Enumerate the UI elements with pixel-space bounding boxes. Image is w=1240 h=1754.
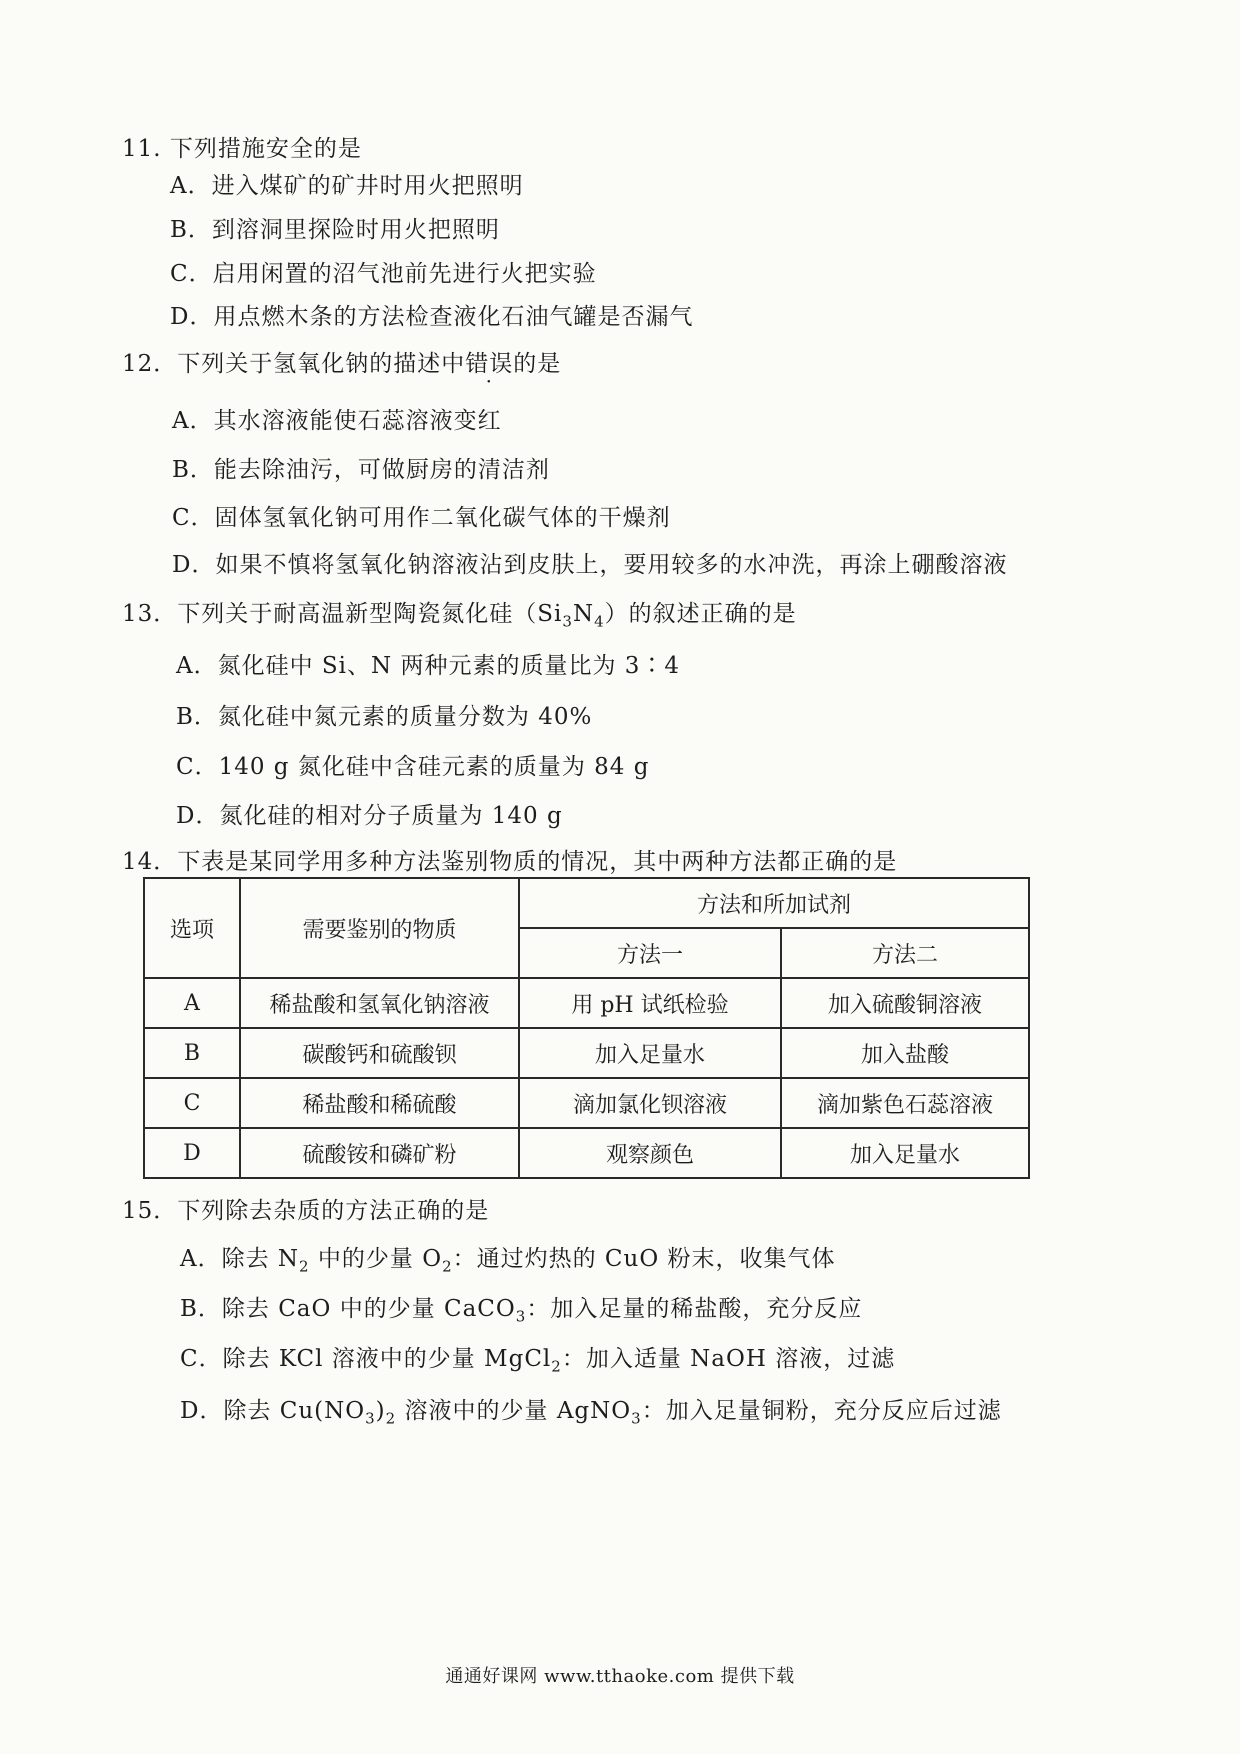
subscript: 3 (365, 1409, 376, 1428)
question-13-option-c: C．140 g 氮化硅中含硅元素的质量为 84 g (176, 754, 650, 780)
table-header-methods: 方法和所加试剂 (519, 878, 1029, 928)
table-cell-method-1: 加入足量水 (519, 1028, 781, 1078)
question-13-stem-pre: 13．下列关于耐高温新型陶瓷氮化硅（Si (122, 601, 563, 627)
table-row (144, 1078, 1029, 1128)
subscript: 2 (442, 1257, 453, 1276)
text: D．除去 Cu(NO (180, 1398, 366, 1424)
table-header-method-2: 方法二 (781, 928, 1029, 978)
question-15-option-c (180, 1340, 895, 1376)
footer-source-text: 通通好课网 www.tthaoke.com 提供下载 (445, 1666, 795, 1687)
table-cell-method-1: 滴加氯化钡溶液 (519, 1078, 781, 1128)
text: B．除去 CaO 中的少量 CaCO (180, 1296, 516, 1322)
table-cell-method-1: 观察颜色 (519, 1128, 781, 1178)
table-cell-method-2: 加入硫酸铜溶液 (781, 978, 1029, 1028)
text: ：加入适量 NaOH 溶液，过滤 (561, 1346, 896, 1372)
table-row (144, 978, 1029, 1028)
text: ) (375, 1398, 386, 1424)
question-12-option-b: B．能去除油污，可做厨房的清洁剂 (172, 457, 550, 483)
subscript: 3 (631, 1409, 642, 1428)
table-row (144, 1128, 1029, 1178)
identification-table (143, 877, 1030, 1179)
question-11-option-c: C．启用闲置的沼气池前先进行火把实验 (170, 261, 597, 287)
table-cell-method-2: 滴加紫色石蕊溶液 (781, 1078, 1029, 1128)
subscript: 2 (385, 1409, 397, 1428)
table-cell-method-1: 用 pH 试纸检验 (519, 978, 781, 1028)
question-11-stem: 11. 下列措施安全的是 (122, 136, 362, 162)
question-13-option-b: B．氮化硅中氮元素的质量分数为 40% (176, 704, 593, 730)
question-15-option-b (180, 1290, 862, 1326)
table-cell-method-2: 加入足量水 (781, 1128, 1029, 1178)
text: ：加入足量铜粉，充分反应后过滤 (641, 1398, 1002, 1424)
question-11-option-b: B．到溶洞里探险时用火把照明 (170, 217, 500, 243)
text: ：通过灼热的 CuO 粉末，收集气体 (452, 1246, 836, 1272)
question-14-stem: 14．下表是某同学用多种方法鉴别物质的情况，其中两种方法都正确的是 (122, 849, 898, 875)
question-12-option-a: A．其水溶液能使石蕊溶液变红 (172, 408, 502, 434)
question-12-stem-emphasis: 错误 (465, 351, 514, 377)
table-cell-option: A (144, 978, 240, 1028)
subscript: 2 (551, 1357, 562, 1376)
subscript: 3 (515, 1307, 527, 1326)
table-cell-substance: 硫酸铵和磷矿粉 (240, 1128, 519, 1178)
question-13-stem (122, 595, 797, 631)
table-header-method-1: 方法一 (519, 928, 781, 978)
question-11-option-d: D．用点燃木条的方法检查液化石油气罐是否漏气 (170, 304, 694, 330)
question-12-stem-post: 的是 (513, 351, 562, 377)
text: 溶液中的少量 AgNO (396, 1398, 632, 1424)
text: A．除去 N (180, 1246, 300, 1272)
subscript: 4 (594, 612, 605, 631)
subscript: 2 (299, 1257, 310, 1276)
question-11-option-a: A．进入煤矿的矿井时用火把照明 (170, 173, 524, 199)
question-13-option-d: D．氮化硅的相对分子质量为 140 g (176, 803, 563, 829)
table-cell-method-2: 加入盐酸 (781, 1028, 1029, 1078)
table-cell-substance: 稀盐酸和氢氧化钠溶液 (240, 978, 519, 1028)
subscript: 3 (562, 612, 573, 631)
table-cell-substance: 稀盐酸和稀硫酸 (240, 1078, 519, 1128)
question-12-option-c: C．固体氢氧化钠可用作二氧化碳气体的干燥剂 (172, 505, 671, 531)
table-cell-option: C (144, 1078, 240, 1128)
question-13-stem-post: ）的叙述正确的是 (604, 601, 797, 627)
question-12-stem (122, 345, 561, 378)
table-header-option: 选项 (144, 878, 240, 978)
table-header-substance: 需要鉴别的物质 (240, 878, 519, 978)
table-cell-option: D (144, 1128, 240, 1178)
question-15-stem: 15．下列除去杂质的方法正确的是 (122, 1198, 490, 1224)
text: C．除去 KCl 溶液中的少量 MgCl (180, 1346, 552, 1372)
question-13-option-a: A．氮化硅中 Si、N 两种元素的质量比为 3∶4 (176, 653, 681, 679)
table-row (144, 1028, 1029, 1078)
table-cell-substance: 碳酸钙和硫酸钡 (240, 1028, 519, 1078)
question-12-stem-pre: 12．下列关于氢氧化钠的描述中 (122, 351, 466, 377)
table-cell-option: B (144, 1028, 240, 1078)
question-13-stem-mid: N (572, 601, 595, 627)
text: ：加入足量的稀盐酸，充分反应 (526, 1296, 863, 1322)
text: 中的少量 O (309, 1246, 443, 1272)
question-15-option-a (180, 1240, 836, 1276)
question-12-option-d: D．如果不慎将氢氧化钠溶液沾到皮肤上，要用较多的水冲洗，再涂上硼酸溶液 (172, 552, 1008, 578)
question-15-option-d (180, 1392, 1002, 1428)
